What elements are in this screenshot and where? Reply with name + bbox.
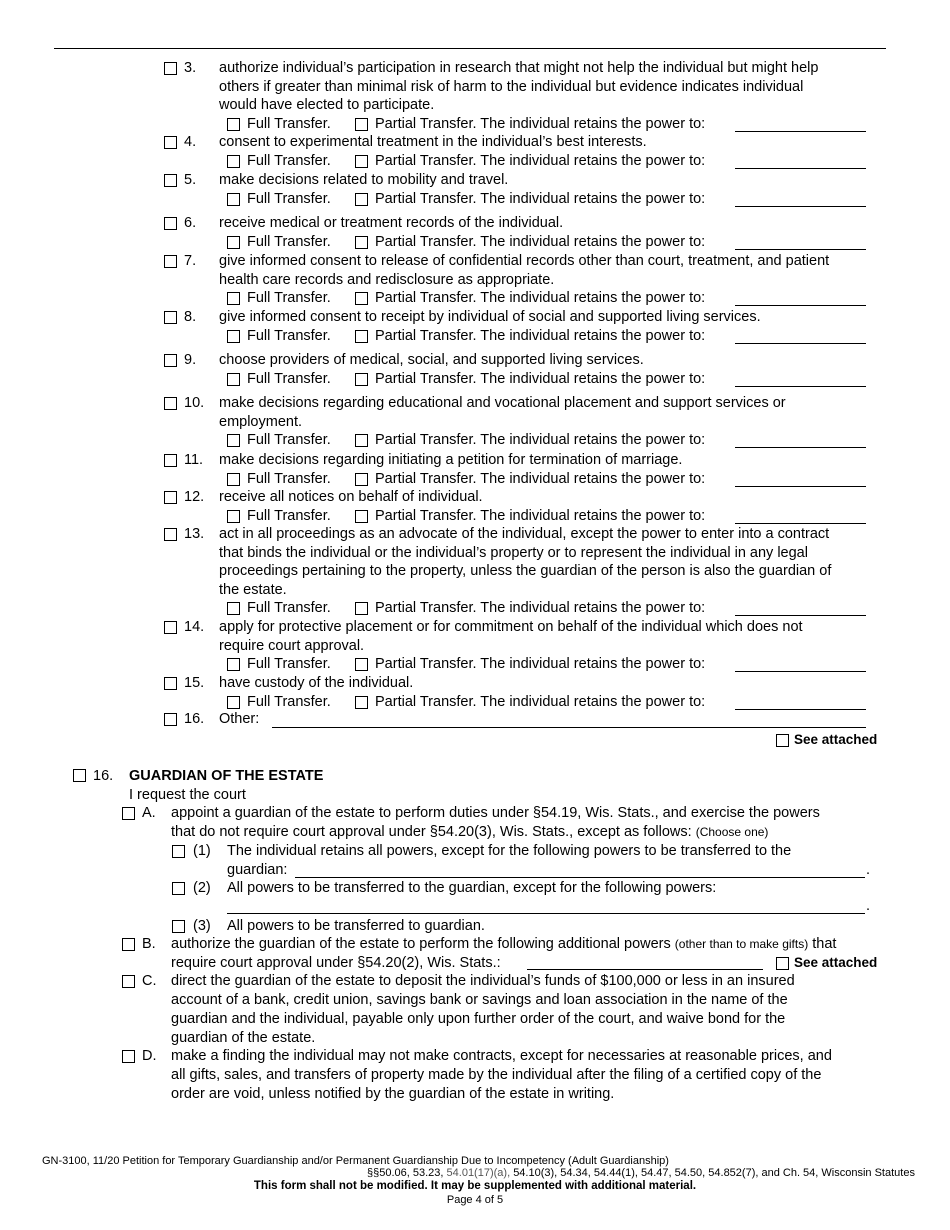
power-text-line: act in all proceedings as an advocate of the individual, except the power to enter into a contract xyxy=(219,526,830,542)
choose-one-note: (Choose one) xyxy=(695,825,769,839)
full-transfer-checkbox[interactable] xyxy=(227,473,240,486)
estate-title: GUARDIAN OF THE ESTATE xyxy=(129,768,324,784)
power-checkbox[interactable] xyxy=(164,397,177,410)
estate-a1-line1: The individual retains all powers, except for the following powers to be transferred to the xyxy=(227,843,792,859)
footer-notice: This form shall not be modified. It may be supplemented with additional material. xyxy=(253,1180,697,1192)
estate-a3-line1: All powers to be transferred to guardian. xyxy=(227,918,485,934)
power-text-line: employment. xyxy=(219,413,303,430)
estate-a-line1: appoint a guardian of the estate to perform duties under §54.19, Wis. Stats., and exercise the powers xyxy=(171,805,820,821)
estate-a3-number: (3) xyxy=(193,918,211,934)
estate-intro: I request the court xyxy=(129,787,246,803)
retained-power-field[interactable] xyxy=(735,343,866,344)
full-transfer-checkbox[interactable] xyxy=(227,155,240,168)
power-checkbox[interactable] xyxy=(164,621,177,634)
full-transfer-label: Full Transfer. xyxy=(247,370,331,387)
full-transfer-checkbox[interactable] xyxy=(227,330,240,343)
see-attached-checkbox[interactable] xyxy=(776,734,789,747)
estate-a2-line1: All powers to be transferred to the guardian, except for the following powers: xyxy=(227,880,717,896)
estate-d-letter: D. xyxy=(142,1048,157,1064)
power-checkbox[interactable] xyxy=(164,528,177,541)
power-checkbox[interactable] xyxy=(164,136,177,149)
see-attached-label: See attached xyxy=(794,732,878,747)
estate-b-field[interactable] xyxy=(527,969,763,970)
header-rule xyxy=(54,48,886,49)
power-number: 12. xyxy=(184,489,205,505)
partial-transfer-checkbox[interactable] xyxy=(355,434,368,447)
power-text-line: health care records and redisclosure as appropriate. xyxy=(219,271,555,288)
retained-power-field[interactable] xyxy=(735,206,866,207)
retained-power-field[interactable] xyxy=(735,709,866,710)
full-transfer-label: Full Transfer. xyxy=(247,507,331,524)
power-text-line: make decisions regarding educational and vocational placement and support services or xyxy=(219,395,786,411)
estate-d-checkbox[interactable] xyxy=(122,1050,135,1063)
partial-transfer-label: Partial Transfer. The individual retains the power to: xyxy=(375,152,706,169)
partial-transfer-label: Partial Transfer. The individual retains the power to: xyxy=(375,656,706,673)
power-checkbox[interactable] xyxy=(164,255,177,268)
estate-b-see-attached-label: See attached xyxy=(794,955,878,970)
full-transfer-label: Full Transfer. xyxy=(247,190,331,207)
full-transfer-label: Full Transfer. xyxy=(247,470,331,487)
partial-transfer-checkbox[interactable] xyxy=(355,155,368,168)
estate-a-line2: that do not require court approval under §54.20(3), Wis. Stats., except as follows: (Choose one) xyxy=(171,824,769,840)
power-number: 7. xyxy=(184,253,197,269)
power-number: 9. xyxy=(184,352,197,368)
partial-transfer-checkbox[interactable] xyxy=(355,602,368,615)
footer-statutes: §§50.06, 53.23, 54.01(17)(a), 54.10(3), 54.34, 54.44(1), 54.47, 54.50, 54.852(7), and Ch. 54, Wisconsin Statutes xyxy=(367,1167,915,1179)
estate-number: 16. xyxy=(93,768,114,784)
power-checkbox[interactable] xyxy=(164,311,177,324)
estate-c-line2: account of a bank, credit union, savings bank or savings and loan association in the name of the xyxy=(171,992,788,1008)
retained-power-field[interactable] xyxy=(735,671,866,672)
power-text-line: others if greater than minimal risk of harm to the individual but evidence indicates individual xyxy=(219,78,804,95)
estate-d-line3: order are void, unless notified by the guardian of the estate in writing. xyxy=(171,1086,615,1102)
partial-transfer-label: Partial Transfer. The individual retains the power to: xyxy=(375,233,706,250)
estate-d-line2: all gifts, sales, and transfers of property made by the individual after the filing of a certified copy of the xyxy=(171,1067,822,1083)
full-transfer-checkbox[interactable] xyxy=(227,602,240,615)
power-text-line: would have elected to participate. xyxy=(219,97,435,114)
retained-power-field[interactable] xyxy=(735,249,866,250)
estate-b-line2: require court approval under §54.20(2), Wis. Stats.: xyxy=(171,955,501,971)
power-number: 6. xyxy=(184,215,197,231)
estate-b-letter: B. xyxy=(142,936,156,952)
other-number: 16. xyxy=(184,711,205,727)
estate-a1-number: (1) xyxy=(193,843,211,859)
full-transfer-label: Full Transfer. xyxy=(247,656,331,673)
partial-transfer-label: Partial Transfer. The individual retains the power to: xyxy=(375,432,706,449)
power-checkbox[interactable] xyxy=(164,174,177,187)
partial-transfer-label: Partial Transfer. The individual retains the power to: xyxy=(375,327,706,344)
partial-transfer-label: Partial Transfer. The individual retains the power to: xyxy=(375,507,706,524)
power-number: 14. xyxy=(184,619,205,635)
other-checkbox[interactable] xyxy=(164,713,177,726)
other-label: Other: xyxy=(219,711,260,727)
power-text-line: have custody of the individual. xyxy=(219,675,414,691)
partial-transfer-checkbox[interactable] xyxy=(355,696,368,709)
power-text-line: the estate. xyxy=(219,581,287,598)
power-checkbox[interactable] xyxy=(164,677,177,690)
partial-transfer-label: Partial Transfer. The individual retains the power to: xyxy=(375,370,706,387)
estate-checkbox[interactable] xyxy=(73,769,86,782)
power-text-line: give informed consent to receipt by individual of social and supported living services. xyxy=(219,309,761,325)
power-text-line: apply for protective placement or for commitment on behalf of the individual which does not xyxy=(219,619,803,635)
estate-a1-period: . xyxy=(866,862,871,878)
power-checkbox[interactable] xyxy=(164,354,177,367)
estate-d-line1: make a finding the individual may not make contracts, except for necessaries at reasonable prices, and xyxy=(171,1048,832,1064)
retained-power-field[interactable] xyxy=(735,131,866,132)
power-number: 13. xyxy=(184,526,205,542)
partial-transfer-label: Partial Transfer. The individual retains the power to: xyxy=(375,600,706,617)
estate-a2-field[interactable] xyxy=(227,913,865,914)
footer-form-title: GN-3100, 11/20 Petition for Temporary Guardianship and/or Permanent Guardianship Due to Incompetency (Adult Guardianship) xyxy=(42,1155,669,1167)
power-text-line: receive all notices on behalf of individual. xyxy=(219,489,483,505)
power-text-line: make decisions related to mobility and travel. xyxy=(219,172,509,188)
estate-a-letter: A. xyxy=(142,805,156,821)
retained-power-field[interactable] xyxy=(735,386,866,387)
full-transfer-checkbox[interactable] xyxy=(227,236,240,249)
power-number: 3. xyxy=(184,60,197,76)
power-number: 11. xyxy=(184,452,204,468)
power-checkbox[interactable] xyxy=(164,217,177,230)
partial-transfer-label: Partial Transfer. The individual retains the power to: xyxy=(375,693,706,710)
full-transfer-checkbox[interactable] xyxy=(227,373,240,386)
full-transfer-label: Full Transfer. xyxy=(247,115,331,132)
power-checkbox[interactable] xyxy=(164,491,177,504)
estate-a2-checkbox[interactable] xyxy=(172,882,185,895)
estate-b-see-attached-checkbox[interactable] xyxy=(776,957,789,970)
estate-a1-field[interactable] xyxy=(295,877,865,878)
estate-a1-checkbox[interactable] xyxy=(172,845,185,858)
full-transfer-checkbox[interactable] xyxy=(227,658,240,671)
partial-transfer-checkbox[interactable] xyxy=(355,473,368,486)
partial-transfer-checkbox[interactable] xyxy=(355,330,368,343)
partial-transfer-checkbox[interactable] xyxy=(355,510,368,523)
power-text-line: require court approval. xyxy=(219,637,365,654)
power-number: 10. xyxy=(184,395,205,411)
retained-power-field[interactable] xyxy=(735,486,866,487)
power-text-line: consent to experimental treatment in the individual’s best interests. xyxy=(219,134,647,150)
partial-transfer-label: Partial Transfer. The individual retains the power to: xyxy=(375,190,706,207)
full-transfer-checkbox[interactable] xyxy=(227,510,240,523)
partial-transfer-label: Partial Transfer. The individual retains the power to: xyxy=(375,290,706,307)
other-field[interactable] xyxy=(272,727,866,728)
partial-transfer-checkbox[interactable] xyxy=(355,292,368,305)
power-text-line: give informed consent to release of confidential records other than court, treatment, and patient xyxy=(219,253,830,269)
power-number: 5. xyxy=(184,172,197,188)
full-transfer-checkbox[interactable] xyxy=(227,118,240,131)
estate-a-checkbox[interactable] xyxy=(122,807,135,820)
estate-c-line1: direct the guardian of the estate to deposit the individual’s funds of $100,000 or less in an insured xyxy=(171,973,795,989)
estate-c-line4: guardian of the estate. xyxy=(171,1030,316,1046)
power-checkbox[interactable] xyxy=(164,62,177,75)
power-number: 15. xyxy=(184,675,205,691)
power-text-line: receive medical or treatment records of the individual. xyxy=(219,215,564,231)
full-transfer-label: Full Transfer. xyxy=(247,233,331,250)
full-transfer-label: Full Transfer. xyxy=(247,290,331,307)
power-number: 8. xyxy=(184,309,197,325)
full-transfer-label: Full Transfer. xyxy=(247,432,331,449)
full-transfer-checkbox[interactable] xyxy=(227,696,240,709)
partial-transfer-label: Partial Transfer. The individual retains the power to: xyxy=(375,470,706,487)
retained-power-field[interactable] xyxy=(735,447,866,448)
full-transfer-checkbox[interactable] xyxy=(227,434,240,447)
power-number: 4. xyxy=(184,134,197,150)
power-text-line: proceedings pertaining to the property, unless the guardian of the person is also the guardian of xyxy=(219,563,832,580)
partial-transfer-checkbox[interactable] xyxy=(355,658,368,671)
full-transfer-checkbox[interactable] xyxy=(227,193,240,206)
power-text-line: make decisions regarding initiating a petition for termination of marriage. xyxy=(219,452,683,468)
estate-b-checkbox[interactable] xyxy=(122,938,135,951)
full-transfer-label: Full Transfer. xyxy=(247,600,331,617)
estate-a2-period: . xyxy=(866,898,871,914)
partial-transfer-checkbox[interactable] xyxy=(355,236,368,249)
footer-page-number: Page 4 of 5 xyxy=(446,1194,504,1206)
retained-power-field[interactable] xyxy=(735,523,866,524)
full-transfer-label: Full Transfer. xyxy=(247,152,331,169)
full-transfer-label: Full Transfer. xyxy=(247,327,331,344)
power-checkbox[interactable] xyxy=(164,454,177,467)
retained-power-field[interactable] xyxy=(735,168,866,169)
retained-power-field[interactable] xyxy=(735,305,866,306)
full-transfer-checkbox[interactable] xyxy=(227,292,240,305)
estate-a2-number: (2) xyxy=(193,880,211,896)
partial-transfer-checkbox[interactable] xyxy=(355,373,368,386)
other-than-gifts-note: (other than to make gifts) xyxy=(674,937,809,951)
estate-b-line1: authorize the guardian of the estate to perform the following additional powers (other than to make gifts) that xyxy=(171,936,837,952)
estate-c-checkbox[interactable] xyxy=(122,975,135,988)
estate-c-line3: guardian and the individual, payable only upon further order of the court, and waive bond for the xyxy=(171,1011,786,1027)
partial-transfer-checkbox[interactable] xyxy=(355,193,368,206)
power-text-line: authorize individual’s participation in research that might not help the individual but might help xyxy=(219,60,819,76)
partial-transfer-checkbox[interactable] xyxy=(355,118,368,131)
estate-a3-checkbox[interactable] xyxy=(172,920,185,933)
retained-power-field[interactable] xyxy=(735,615,866,616)
full-transfer-label: Full Transfer. xyxy=(247,693,331,710)
estate-a1-line2: guardian: xyxy=(227,862,288,878)
partial-transfer-label: Partial Transfer. The individual retains the power to: xyxy=(375,115,706,132)
power-text-line: choose providers of medical, social, and supported living services. xyxy=(219,352,644,368)
power-text-line: that binds the individual or the individual’s property or to represent the individual in any legal xyxy=(219,544,808,561)
estate-c-letter: C. xyxy=(142,973,157,989)
